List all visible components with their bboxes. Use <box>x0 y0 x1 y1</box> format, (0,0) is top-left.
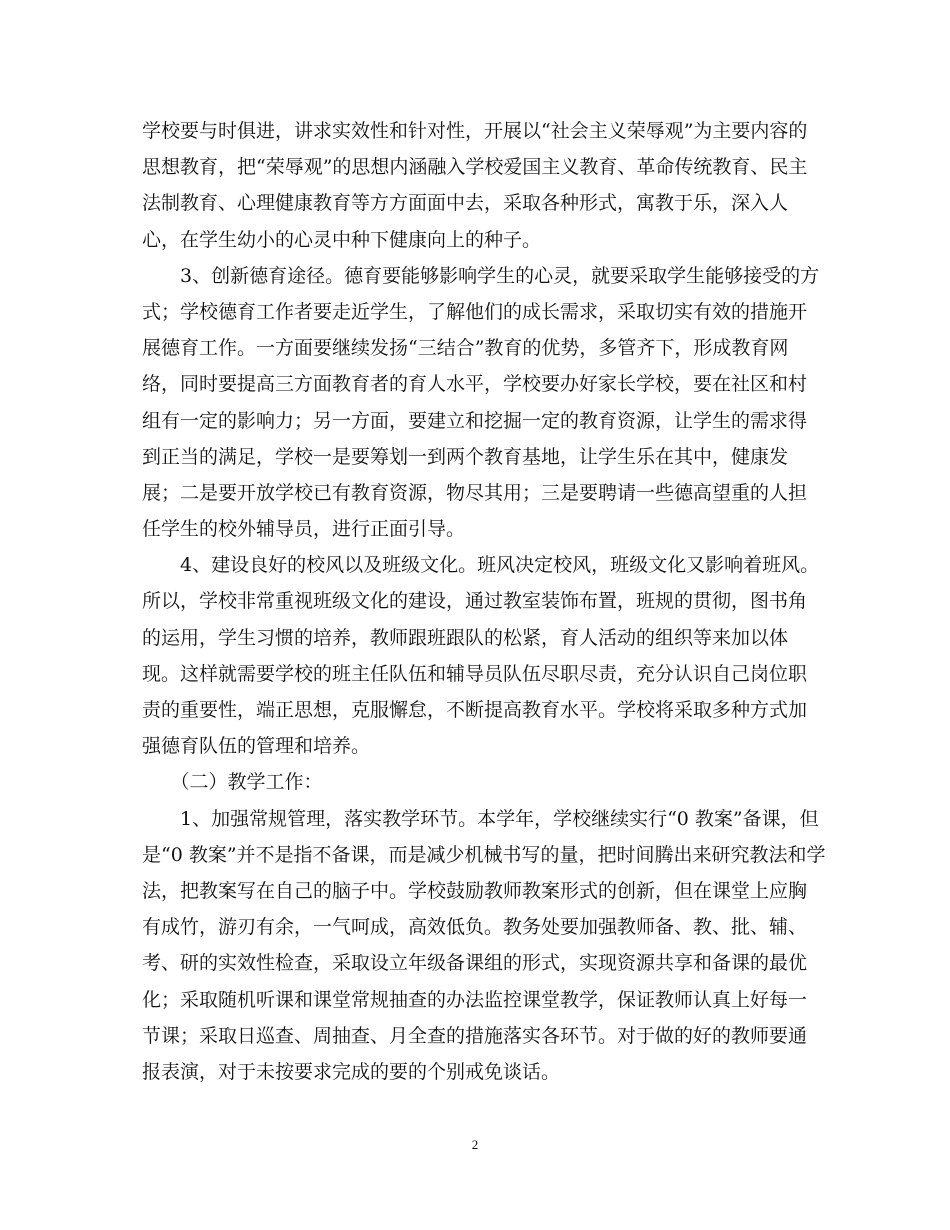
body-text <box>142 113 826 1090</box>
text-line: 心，在学生幼小的心灵中种下健康向上的种子。 <box>142 228 542 251</box>
text-line: 思想教育，把“荣辱观”的思想内涵融入学校爱国主义教育、革命传统教育、民主 <box>142 156 808 179</box>
text-line: 展德育工作。一方面要继续发扬“三结合”教育的优势，多管齐下，形成教育网 <box>142 337 789 360</box>
text-line: 责的重要性，端正思想，克服懈怠，不断提高教育水平。学校将采取多种方式加 <box>142 699 808 721</box>
text-line: 任学生的校外辅导员，进行正面引导。 <box>142 518 466 541</box>
text-line: 展；二是要开放学校已有教育资源，物尽其用；三是要聘请一些德高望重的人担 <box>142 481 808 504</box>
text-line: 法制教育、心理健康教育等方方面面中去，采取各种形式，寓教于乐，深入人 <box>142 192 789 215</box>
text-line: 所以，学校非常重视班级文化的建设，通过教室装饰布置，班规的贯彻，图书角 <box>142 590 808 613</box>
text-line: 的运用，学生习惯的培养，教师跟班跟队的松紧，育人活动的组织等来加以体 <box>142 626 789 649</box>
text-line: 式；学校德育工作者要走近学生，了解他们的成长需求，采取切实有效的措施开 <box>142 300 808 323</box>
text-line: 节课；采取日巡查、周抽查、月全查的措施落实各环节。对于做的好的教师要通 <box>142 1024 808 1047</box>
text-line: 法，把教案写在自己的脑子中。学校鼓励教师教案形式的创新，但在课堂上应胸 <box>142 879 808 902</box>
text-line: 4、建设良好的校风以及班级文化。班风决定校风，班级文化又影响着班风。 <box>142 554 820 577</box>
text-line: 到正当的满足，学校一是要筹划一到两个教育基地，让学生乐在其中，健康发 <box>142 445 789 468</box>
text-line: 有成竹，游刃有余，一气呵成，高效低负。教务处要加强教师备、教、批、辅、 <box>142 916 808 939</box>
text-line: 学校要与时俱进，讲求实效性和针对性，开展以“社会主义荣辱观”为主要内容的 <box>142 120 808 142</box>
text-line: 络，同时要提高三方面教育者的育人水平，学校要办好家长学校，要在社区和村 <box>142 373 808 396</box>
page-number: 2 <box>471 1137 479 1152</box>
section-heading: （二）教学工作： <box>142 771 323 794</box>
text-line: 3、创新德育途径。德育要能够影响学生的心灵，就要采取学生能够接受的方 <box>142 264 820 287</box>
text-line: 考、研的实效性检查，采取设立年级备课组的形式，实现资源共享和备课的最优 <box>142 952 808 975</box>
text-line: 强德育队伍的管理和培养。 <box>142 735 371 758</box>
text-line: 组有一定的影响力；另一方面，要建立和挖掘一定的教育资源，让学生的需求得 <box>142 409 808 432</box>
text-line: 报表演，对于未按要求完成的要的个别戒免谈话。 <box>142 1060 561 1083</box>
text-line: 1、加强常规管理，落实教学环节。本学年，学校继续实行“0 教案”备课，但 <box>142 807 819 830</box>
text-line: 化；采取随机听课和课堂常规抽查的办法监控课堂教学，保证教师认真上好每一 <box>142 988 808 1011</box>
text-line: 是“0 教案”并不是指不备课，而是减少机械书写的量，把时间腾出来研究教法和学 <box>142 843 826 866</box>
text-line: 现。这样就需要学校的班主任队伍和辅导员队伍尽职尽责，充分认识自己岗位职 <box>142 662 808 685</box>
